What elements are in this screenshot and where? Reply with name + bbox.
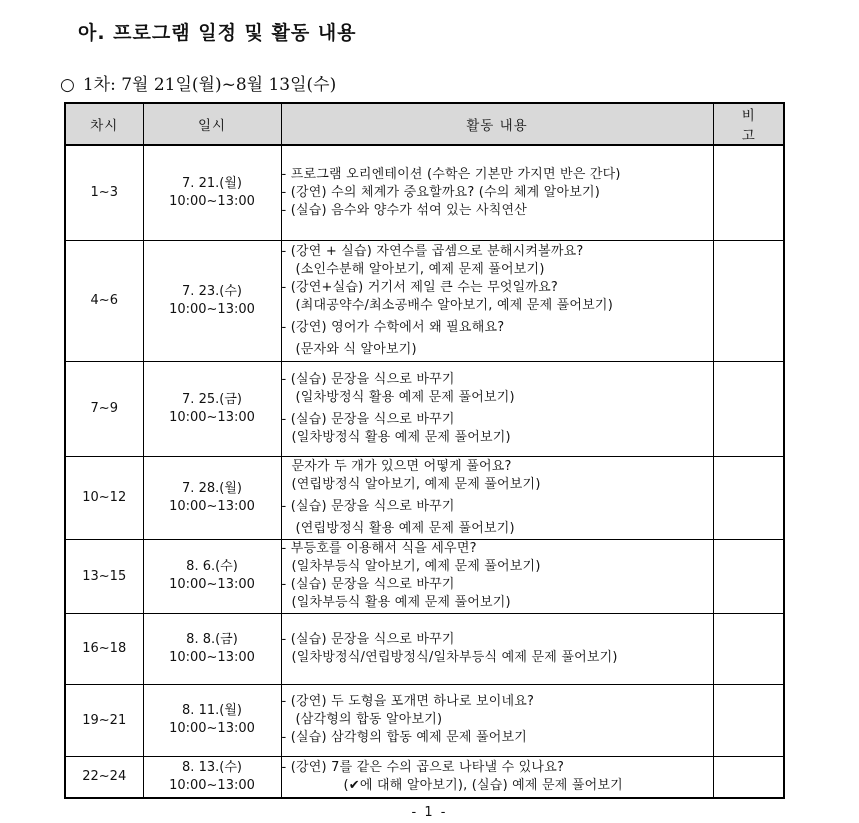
period-cell: 13~15	[65, 539, 143, 613]
period-cell: 4~6	[65, 240, 143, 361]
activity-line: - (강연) 7를 같은 수의 곱으로 나타낼 수 있나요?	[281, 759, 565, 775]
activity-line: - (실습) 문장을 식으로 바꾸기	[281, 411, 455, 427]
date-text: 8. 6.(수)	[186, 559, 238, 574]
time-text: 10:00~13:00	[169, 577, 255, 592]
activity-line: - (실습) 문장을 식으로 바꾸기	[281, 498, 455, 514]
activity-cell	[281, 240, 713, 361]
schedule-table	[64, 102, 785, 799]
date-text: 7. 23.(수)	[182, 283, 242, 299]
activity-line: (연립방정식 활용 예제 문제 풀어보기)	[295, 520, 515, 536]
activity-line: - 부등호를 이용해서 식을 세우면?	[281, 541, 477, 556]
table-row	[65, 684, 784, 756]
activity-line: (소인수분해 알아보기, 예제 문제 풀어보기)	[295, 261, 545, 277]
note-cell	[713, 613, 784, 684]
date-cell	[143, 361, 281, 456]
table-row	[65, 145, 784, 240]
activity-cell	[281, 456, 713, 539]
activity-line: - 프로그램 오리엔테이션 (수학은 기본만 가지면 반은 간다)	[281, 166, 621, 182]
table-row	[65, 539, 784, 613]
activity-line: (일차부등식 활용 예제 문제 풀어보기)	[291, 595, 511, 610]
time-text: 10:00~13:00	[169, 777, 255, 793]
activity-line: - (강연) 두 도형을 포개면 하나로 보이네요?	[281, 694, 535, 709]
period-cell: 1~3	[65, 145, 143, 240]
activity-line: - (강연 + 실습) 자연수를 곱셈으로 분해시켜볼까요?	[281, 243, 584, 259]
header-activity: 활동 내용	[281, 103, 713, 145]
activity-line: (문자와 식 알아보기)	[295, 341, 417, 357]
period-cell: 10~12	[65, 456, 143, 539]
activity-cell	[281, 684, 713, 756]
activity-line: - (실습) 문장을 식으로 바꾸기	[281, 371, 455, 387]
period-cell: 16~18	[65, 613, 143, 684]
period-cell: 19~21	[65, 684, 143, 756]
time-text: 10:00~13:00	[169, 193, 255, 209]
date-text: 7. 28.(월)	[182, 480, 242, 496]
session-label	[60, 70, 336, 95]
table-row	[65, 613, 784, 684]
activity-line	[282, 777, 713, 795]
note-cell	[713, 684, 784, 756]
date-text: 8. 13.(수)	[182, 759, 242, 775]
date-cell	[143, 613, 281, 684]
note-cell	[713, 539, 784, 613]
table-row	[65, 756, 784, 798]
date-cell	[143, 756, 281, 798]
activity-line: - (실습) 삼각형의 합동 예제 문제 풀어보기	[281, 730, 528, 745]
time-text: 10:00~13:00	[169, 409, 255, 425]
page-number: - 1 -	[411, 805, 448, 820]
date-text: 7. 21.(월)	[182, 175, 242, 191]
period-cell: 7~9	[65, 361, 143, 456]
table-row	[65, 456, 784, 539]
date-text: 8. 8.(금)	[186, 631, 238, 647]
activity-line: (일차부등식 알아보기, 예제 문제 풀어보기)	[291, 559, 541, 574]
activity-line-text: 에 대해 알아보기), (실습) 예제 문제 풀어보기	[359, 777, 623, 793]
header-date: 일시	[143, 103, 281, 145]
date-cell	[143, 145, 281, 240]
note-cell	[713, 240, 784, 361]
activity-cell	[281, 539, 713, 613]
activity-line: - (실습) 문장을 식으로 바꾸기	[281, 631, 455, 647]
table-row	[65, 240, 784, 361]
activity-line: - (실습) 음수와 양수가 섞여 있는 사칙연산	[281, 202, 528, 218]
activity-line: (연립방정식 알아보기, 예제 문제 풀어보기)	[291, 476, 541, 492]
activity-line: (일차방정식/연립방정식/일차부등식 예제 문제 풀어보기)	[291, 649, 618, 665]
activity-line: - (실습) 문장을 식으로 바꾸기	[281, 577, 455, 592]
date-cell	[143, 240, 281, 361]
activity-cell	[281, 756, 713, 798]
checkmark-icon: ✔	[348, 777, 360, 793]
note-cell	[713, 361, 784, 456]
activity-line: (일차방정식 활용 예제 문제 풀어보기)	[291, 429, 511, 445]
paren-text: (	[343, 777, 349, 793]
activity-line: (일차방정식 활용 예제 문제 풀어보기)	[295, 389, 515, 405]
note-cell	[713, 456, 784, 539]
note-cell	[713, 756, 784, 798]
time-text: 10:00~13:00	[169, 301, 255, 317]
note-cell	[713, 145, 784, 240]
activity-line: (삼각형의 합동 알아보기)	[295, 712, 443, 727]
date-cell	[143, 456, 281, 539]
activity-cell	[281, 145, 713, 240]
date-text: 8. 11.(월)	[182, 703, 242, 718]
header-period: 차시	[65, 103, 143, 145]
activity-line: - (강연) 수의 체계가 중요할까요? (수의 체계 알아보기)	[281, 184, 601, 200]
table-header-row	[65, 103, 784, 145]
date-text: 7. 25.(금)	[182, 391, 242, 407]
header-note: 비 고	[713, 103, 784, 145]
table-row	[65, 361, 784, 456]
activity-cell	[281, 361, 713, 456]
activity-line: - (강연) 영어가 수학에서 왜 필요해요?	[281, 319, 505, 335]
activity-cell	[281, 613, 713, 684]
section-heading: 아. 프로그램 일정 및 활동 내용	[78, 22, 357, 44]
date-cell	[143, 684, 281, 756]
time-text: 10:00~13:00	[169, 721, 255, 736]
activity-line: 문자가 두 개가 있으면 어떻게 풀어요?	[291, 458, 512, 474]
session-text: 1차: 7월 21일(월)~8월 13일(수)	[82, 75, 337, 95]
time-text: 10:00~13:00	[169, 649, 255, 665]
activity-line: (최대공약수/최소공배수 알아보기, 예제 문제 풀어보기)	[295, 297, 613, 313]
period-cell: 22~24	[65, 756, 143, 798]
date-cell	[143, 539, 281, 613]
activity-line: - (강연+실습) 거기서 제일 큰 수는 무엇일까요?	[281, 279, 559, 295]
circle-icon: ○	[60, 75, 75, 95]
time-text: 10:00~13:00	[169, 498, 255, 514]
